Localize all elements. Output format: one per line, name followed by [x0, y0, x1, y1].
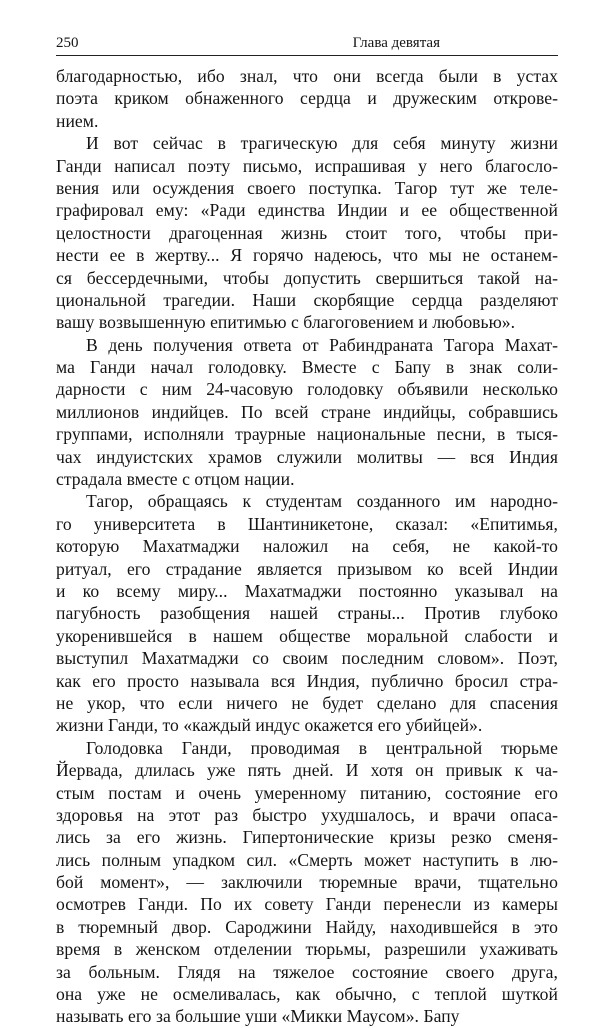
book-page: [56, 33, 558, 1028]
text-line: вашу возвышенную епитимью с благоговением и любовью».: [56, 312, 516, 333]
text-line: выступил Махатмаджи со своим последним словом». Поэт,: [56, 648, 558, 669]
running-head: [56, 33, 558, 56]
text-line: циональной трагедии. Наши скорбящие сердца разделяют: [56, 289, 558, 310]
text-line: которую Махатмаджи наложил на себя, не какой-то: [56, 536, 558, 557]
paragraph: [56, 737, 558, 1028]
text-line: лись полным упадком сил. «Смерть может наступить в лю-: [56, 849, 558, 870]
text-line: Йервада, длилась уже пять дней. И хотя он привык к ча-: [56, 760, 558, 781]
text-line: она уже не осмеливалась, как обычно, с теплой шуткой: [56, 984, 558, 1005]
text-line: целостности драгоценная жизнь стоит того, чтобы при-: [56, 222, 558, 243]
text-line: стым постам и очень умеренному питанию, состояние его: [56, 782, 558, 803]
text-line: называть его за большие уши «Микки Маусом». Бапу: [56, 1006, 460, 1027]
text-line: ся бессердечными, чтобы допустить свершиться такой на-: [56, 267, 558, 288]
text-line: графировал ему: «Ради единства Индии и ее общественной: [56, 200, 558, 221]
text-line: миллионов индийцев. По всей стране индийцы, собравшись: [56, 401, 558, 422]
paragraph: [56, 490, 558, 736]
text-line: го университета в Шантиникетоне, сказал: «Епитимья,: [56, 513, 558, 534]
text-line: нием.: [56, 110, 99, 131]
paragraph: [56, 132, 558, 334]
text-line: не укор, что если ничего не будет сделано для спасения: [56, 692, 558, 713]
text-line: вения или осуждения своего поступка. Тагор тут же теле-: [56, 177, 558, 198]
text-line: Ганди написал поэту письмо, испрашивая у него благосло-: [56, 155, 558, 176]
text-line: в тюремный двор. Сароджини Найду, находившейся в это: [56, 916, 558, 937]
text-line: за больным. Глядя на тяжелое состояние своего друга,: [56, 961, 558, 982]
text-line: как его просто называла вся Индия, публично бросил стра-: [56, 670, 558, 691]
chapter-title: Глава девятая: [352, 35, 440, 51]
text-line: осмотрев Ганди. По их совету Ганди перенесли из камеры: [56, 894, 558, 915]
text-line: ма Ганди начал голодовку. Вместе с Бапу в знак соли-: [56, 357, 558, 378]
body-text: [56, 65, 558, 1028]
text-line: чах индуистских храмов служили молитвы — вся Индия: [56, 446, 558, 467]
text-line: дарности с ним 24-часовую голодовку объявили несколько: [56, 379, 558, 400]
text-line: нести ее в жертву... Я горячо надеюсь, что мы не останем-: [56, 245, 558, 266]
text-line: Тагор, обращаясь к студентам созданного им народно-: [86, 491, 558, 512]
text-line: Голодовка Ганди, проводимая в центральной тюрьме: [86, 737, 558, 758]
text-line: и ко всему миру... Махатмаджи постоянно указывал на: [56, 580, 558, 601]
text-line: укоренившейся в нашем обществе моральной слабости и: [56, 625, 558, 646]
paragraph: [56, 334, 558, 491]
text-line: В день получения ответа от Рабиндраната Тагора Махат-: [86, 334, 558, 355]
text-line: лись за его жизнь. Гипертонические кризы резко сменя-: [56, 827, 558, 848]
text-line: время в женском отделении тюрьмы, разрешили ухаживать: [56, 939, 558, 960]
text-line: поэта криком обнаженного сердца и дружеским открове-: [56, 88, 558, 109]
paragraph: [56, 65, 558, 132]
text-line: здоровья на этот раз быстро ухудшалось, и врачи опаса-: [56, 804, 558, 825]
text-line: бой момент», — заключили тюремные врачи, тщательно: [56, 872, 558, 893]
text-line: ритуал, его страдание является призывом ко всей Индии: [56, 558, 558, 579]
text-line: жизни Ганди, то «каждый индус окажется его убийцей».: [56, 715, 483, 736]
text-line: страдала вместе с отцом нации.: [56, 469, 295, 490]
text-line: благодарностью, ибо знал, что они всегда были в устах: [56, 66, 558, 86]
text-line: группами, исполняли траурные национальные песни, в тыся-: [56, 424, 558, 445]
page-number: 250: [56, 35, 79, 51]
text-line: И вот сейчас в трагическую для себя минуту жизни: [86, 133, 558, 154]
text-line: пагубность разобщения нашей страны... Против глубоко: [56, 603, 558, 624]
